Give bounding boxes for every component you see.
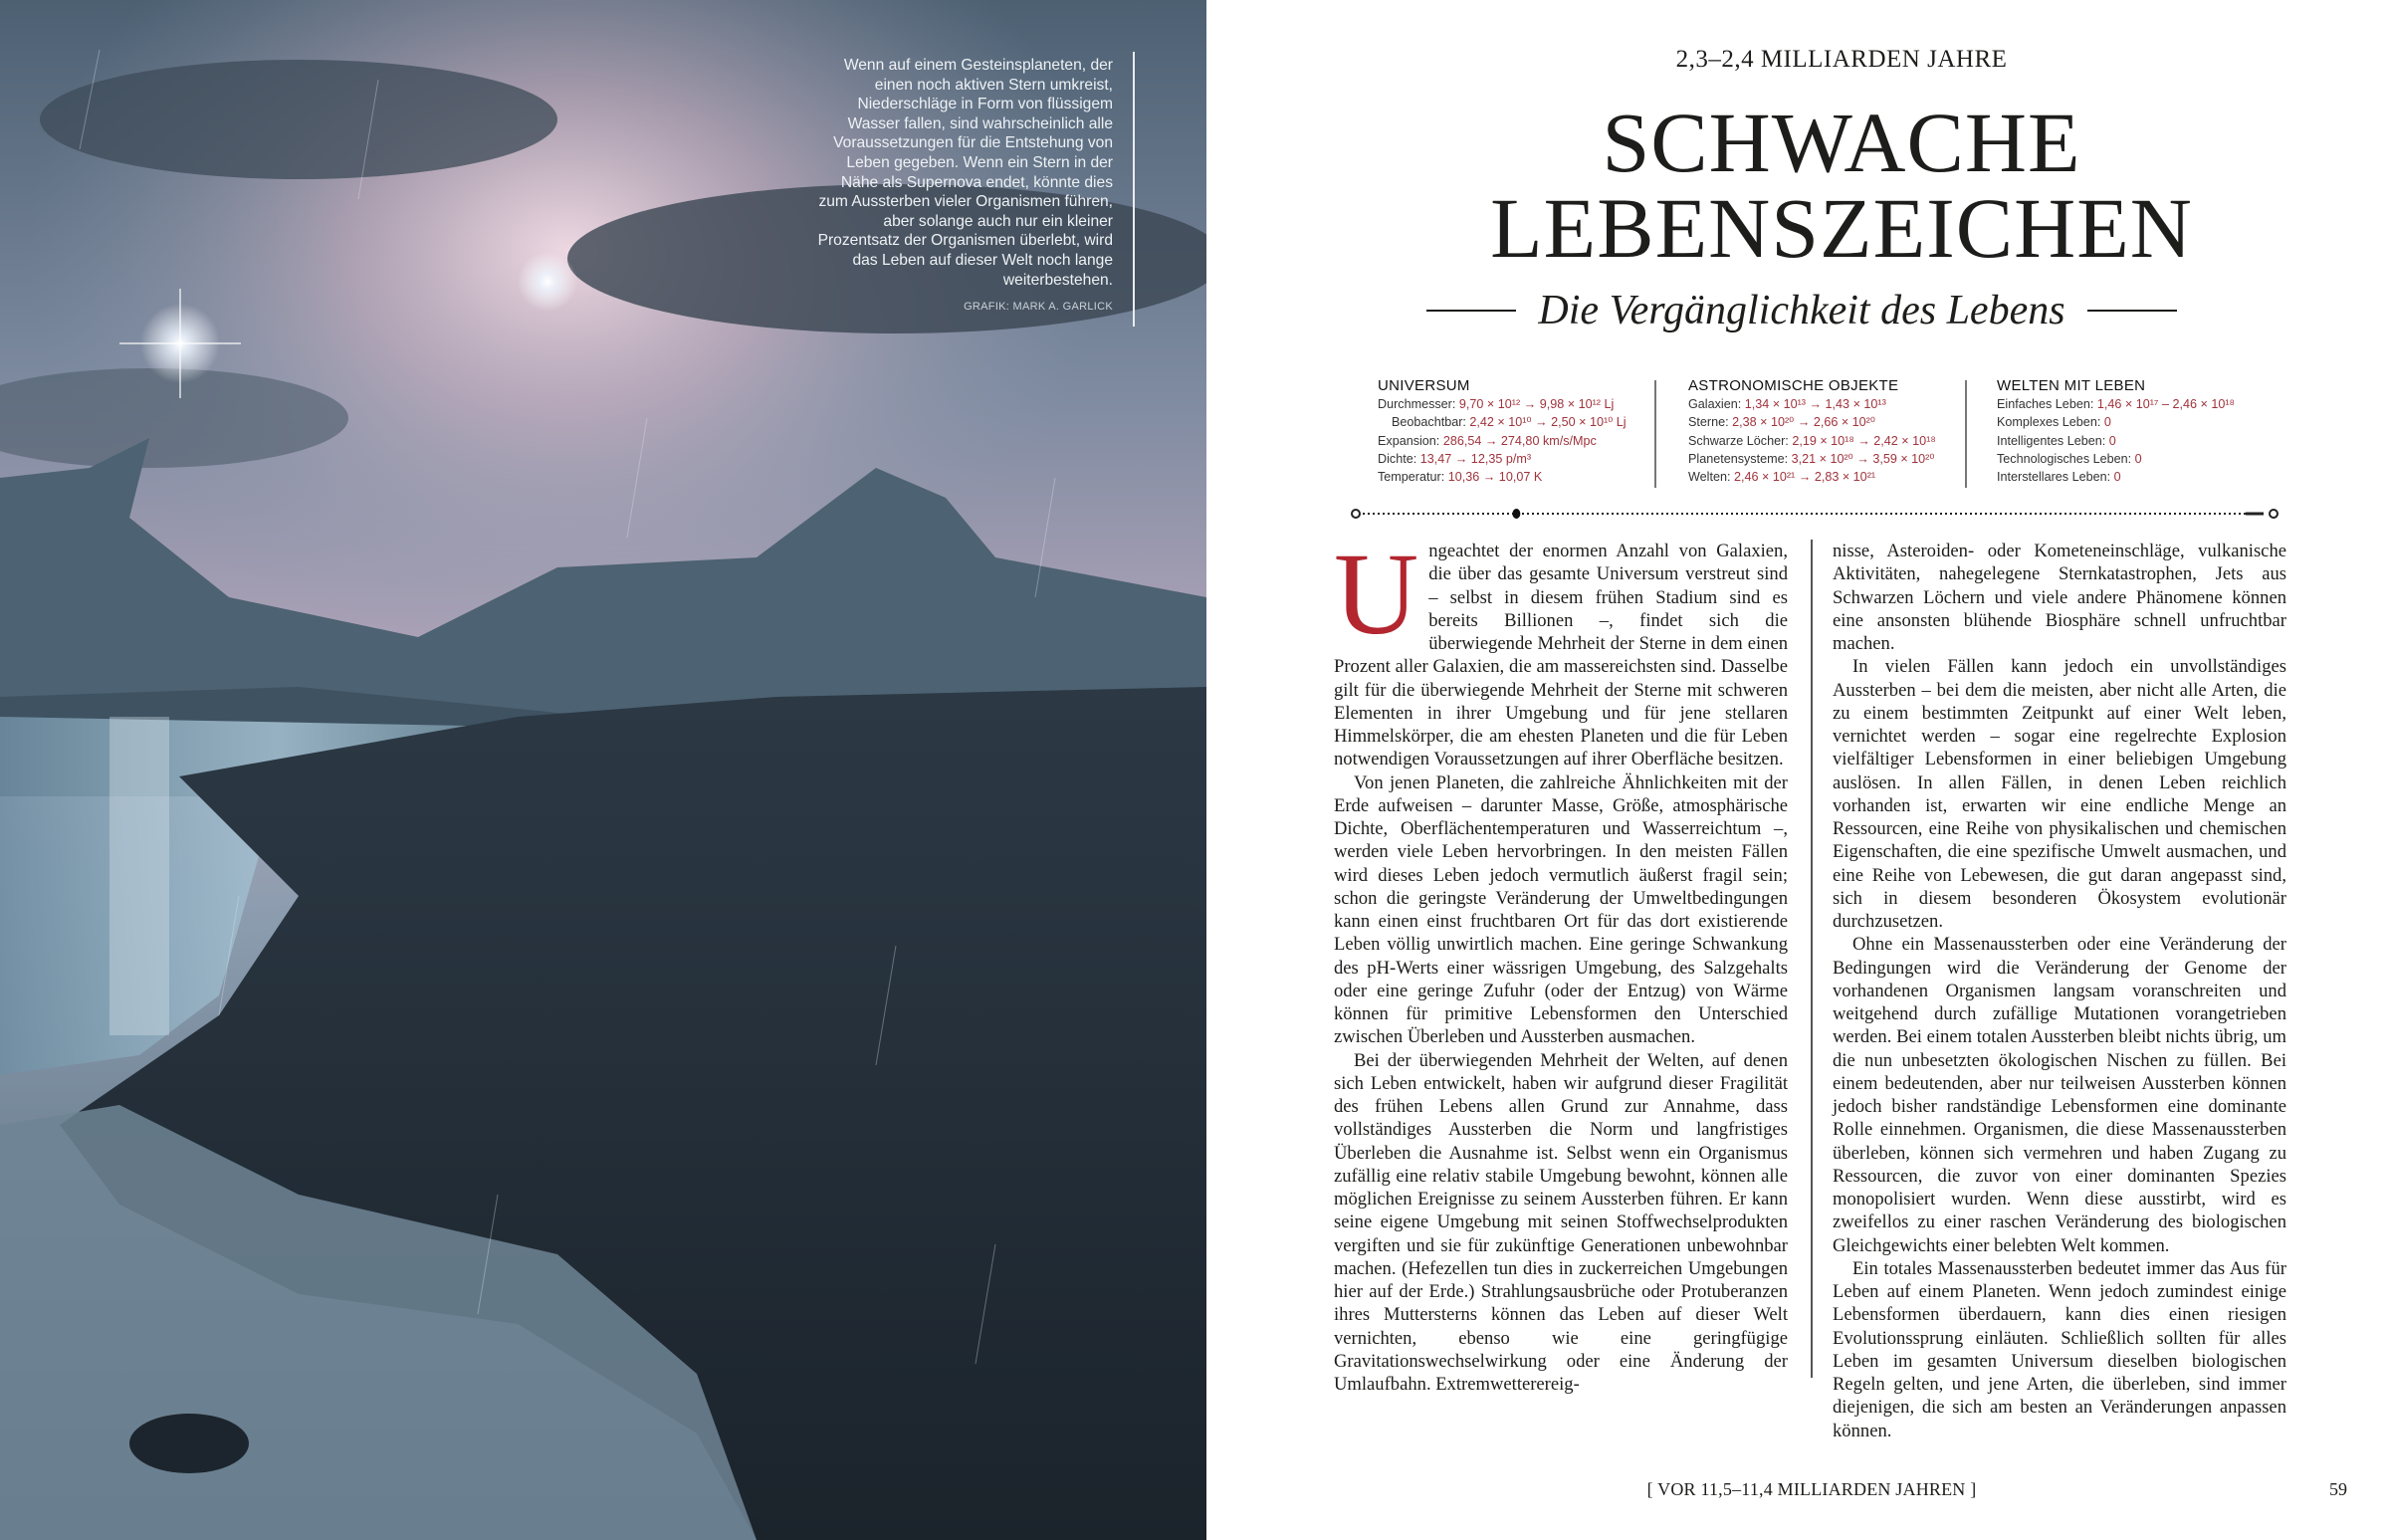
stat-row: Komplexes Leben: 0 bbox=[1997, 415, 2111, 430]
running-footer: [ VOR 11,5–11,4 MILLIARDEN JAHREN ] bbox=[1646, 1479, 1977, 1499]
stat-row: Planetensysteme: 3,21 × 10²⁰ → 3,59 × 10²⁰ bbox=[1688, 451, 1935, 466]
subtitle-rule-right bbox=[2087, 310, 2177, 312]
stat-row: Beobachtbar: 2,42 × 10¹⁰ → 2,50 × 10¹⁰ Lj bbox=[1392, 415, 1627, 430]
stat-row: Intelligentes Leben: 0 bbox=[1997, 433, 2116, 448]
article-paragraph: nisse, Asteroiden- oder Kometeneinschläge, vulkanische Aktivitäten, nahegelegene Sternkatastrophen, Jets aus Schwarzen Löchern und viele andere Phänomene können eine ansonsten blühende Biosphäre schnell unfruchtbar machen. bbox=[1833, 541, 2286, 654]
image-credit: GRAFIK: MARK A. GARLICK bbox=[964, 301, 1113, 314]
stats-heading: UNIVERSUM bbox=[1378, 377, 1470, 394]
stat-row: Welten: 2,46 × 10²¹ → 2,83 × 10²¹ bbox=[1688, 470, 1876, 485]
article-paragraph: Ungeachtet der enormen Anzahl von Galaxien, die über das gesamte Universum verstreut sind – selbst in diesem frühen Stadium sind es bereits Billionen –, findet sich die überwiegende Mehrheit der Sterne in dem einen Prozent aller Galaxien, die am massereichsten sind. Dasselbe gilt für die überwiegende Mehrheit der Sterne mit schweren Elementen in ihrer Umgebung und für jene stellaren Himmelskörper, die am ehesten Planeten und die für Leben notwendigen Voraussetzungen auf ihrer Oberfläche besitzen. bbox=[1334, 529, 1788, 770]
stats-objekte bbox=[1688, 376, 1936, 486]
article-paragraph: Von jenen Planeten, die zahlreiche Ähnlichkeiten mit der Erde aufweisen – darunter Masse, Größe, atmosphärische Dichte, Oberflächentemperaturen und Wasserreichtum –, werden viele Leben hervorbringen. In den meisten Fällen wird dieses Leben jedoch vermutlich äußerst fragil sein; schon die geringste Veränderung der Umweltbedingungen kann einen einst fruchtbaren Ort für das dort existierende Leben völlig unwirtlich machen. Eine geringe Schwankung des pH-Werts einer wässrigen Umgebung, des Salzgehalts oder eine geringe Zufuhr (oder der Entzug) von Wärme können für primitive Lebensformen den Unterschied zwischen Überleben und Aussterben ausmachen. bbox=[1334, 771, 1788, 1048]
subtitle-rule-left bbox=[1426, 310, 1516, 312]
column-divider bbox=[1811, 540, 1813, 1378]
stat-row: Einfaches Leben: 1,46 × 10¹⁷ – 2,46 × 10¹⁸ bbox=[1997, 397, 2235, 411]
stats-heading: ASTRONOMISCHE OBJEKTE bbox=[1688, 377, 1899, 394]
article-paragraph: Ohne ein Massenaussterben oder eine Veränderung der Bedingungen wird die Veränderung der Genome der vorhandenen Organismen langsam voranschreiten und weitgehend durch zufällige Mutationen vorangetrieben werden. Bei einem totalen Aussterben bleibt nichts übrig, um die nun unbesetzten ökologischen Nischen zu füllen. Bei einem bedeutenden, aber nur teilweisen Aussterben können jedoch bisher randständige Lebensformen eine dominante Rolle einnehmen. Organismen, die diese Massenaussterben überleben, können sich vermehren und haben Zugang zu Ressourcen, die zuvor von einer dominanten Spezies monopolisiert wurden. Wenn diese ausstirbt, wird es zweifellos zu einer raschen Veränderung des biologischen Gleichgewichts einer belebten Welt kommen. bbox=[1833, 934, 2286, 1256]
article-paragraph: In vielen Fällen kann jedoch ein unvollständiges Aussterben – bei dem die meisten, aber nicht alle Arten, die zu einem bestimmten Zeitpunkt auf einer Welt leben, vernichtet werden – sogar eine regelrechte Explosion vielfältiger Lebensformen in einer beliebigen Umgebung auslösen. In allen Fällen, in denen Leben reichlich vorhanden ist, erwarten wir eine endliche Menge an Ressourcen, eine Reihe von physikalischen und chemischen Eigenschaften, die eine spezifische Umwelt ausmachen, und eine Reihe von Lebewesen, die gut daran angepasst sind, sich in diesem besonderen Ökosystem evolutionär durchzusetzen. bbox=[1833, 656, 2286, 932]
subtitle: Die Vergänglichkeit des Lebens bbox=[1538, 288, 2065, 333]
stats-leben bbox=[1997, 376, 2235, 486]
stat-row: Durchmesser: 9,70 × 10¹² → 9,98 × 10¹² Lj bbox=[1378, 397, 1615, 411]
subtitle-row bbox=[1413, 287, 2190, 334]
stat-row: Expansion: 286,54 → 274,80 km/s/Mpc bbox=[1378, 433, 1597, 448]
stats-divider bbox=[1654, 380, 1656, 488]
caption-text: Wenn auf einem Gesteinsplaneten, der einen noch aktiven Stern umkreist, Niederschläge in Form von flüssigem Wasser fallen, sind wahrscheinlich alle Voraussetzungen für die Entstehung von Leben gegeben. Wenn ein Stern in der Nähe als Supernova endet, könnte dies zum Aussterben vieler Organismen führen, aber solange auch nur ein kleiner Prozentsatz der Organismen überlebt, wird das Leben auf dieser Welt noch lange weiterbestehen. bbox=[817, 57, 1113, 289]
stat-row: Technologisches Leben: 0 bbox=[1997, 451, 2142, 466]
article-column-1 bbox=[1334, 529, 1788, 1396]
illustration-caption bbox=[816, 56, 1113, 318]
stat-row: Schwarze Löcher: 2,19 × 10¹⁸ → 2,42 × 10¹⁸ bbox=[1688, 433, 1936, 448]
stat-row: Sterne: 2,38 × 10²⁰ → 2,66 × 10²⁰ bbox=[1688, 415, 1875, 430]
stat-row: Interstellares Leben: 0 bbox=[1997, 470, 2121, 485]
title-line-1: SCHWACHE bbox=[1602, 95, 2081, 190]
timeline-start-marker bbox=[1352, 510, 1360, 518]
timeline-bar bbox=[1350, 506, 2281, 522]
era-kicker: 2,3–2,4 MILLIARDEN JAHRE bbox=[1675, 46, 2008, 73]
stats-heading: WELTEN MIT LEBEN bbox=[1997, 377, 2146, 394]
timeline-end-marker bbox=[2270, 510, 2278, 518]
caption-rule bbox=[1133, 52, 1135, 327]
timeline-position-marker bbox=[1512, 509, 1520, 519]
stat-row: Galaxien: 1,34 × 10¹³ → 1,43 × 10¹³ bbox=[1688, 397, 1886, 411]
page-title bbox=[1294, 95, 2389, 276]
article-column-2 bbox=[1833, 540, 2286, 1442]
stat-row: Dichte: 13,47 → 12,35 p/m³ bbox=[1378, 451, 1532, 466]
supernova-star bbox=[518, 252, 577, 312]
page-number: 59 bbox=[2329, 1479, 2347, 1499]
stat-row: Temperatur: 10,36 → 10,07 K bbox=[1378, 470, 1543, 485]
stats-universum bbox=[1378, 376, 1627, 486]
drop-cap: U bbox=[1334, 529, 1419, 659]
title-line-2: LEBENSZEICHEN bbox=[1490, 180, 2193, 276]
article-paragraph: Bei der überwiegenden Mehrheit der Welten, auf denen sich Leben entwickelt, haben wir aufgrund dieser Fragilität des frühen Lebens allen Grund zur Annahme, dass vollständiges Aussterben die Norm und langfristiges Überleben die Ausnahme ist. Selbst wenn ein Organismus zufällig eine relativ stabile Umgebung bewohnt, können alle möglichen Ereignisse zu seinem Aussterben führen. Er kann seine eigene Umgebung mit seinen Stoffwechselprodukten vergiften und sie für zukünftige Generationen unbewohnbar machen. (Hefezellen tun dies in zuckerreichen Umgebungen hier auf der Erde.) Strahlungsausbrüche oder Protuberanzen ihres Muttersterns können das Leben auf dieser Welt vernichten, ebenso wie eine geringfügige Gravitationswechselwirkung oder eine Änderung der Umlaufbahn. Extremwetterereig- bbox=[1334, 1049, 1788, 1395]
article-paragraph: Ein totales Massenaussterben bedeutet immer das Aus für Leben auf einem Planeten. Wenn jedoch zumindest einige Lebensformen überdauern, kann dies einen riesigen Evolutionssprung einläuten. Schließlich sollten für alles Leben im gesamten Universum dieselben biologischen Regeln gelten, und jene Arten, die überleben, sind immer diejenigen, die sich am besten an Veränderungen anpassen können. bbox=[1833, 1257, 2286, 1441]
stats-divider bbox=[1965, 380, 1967, 488]
